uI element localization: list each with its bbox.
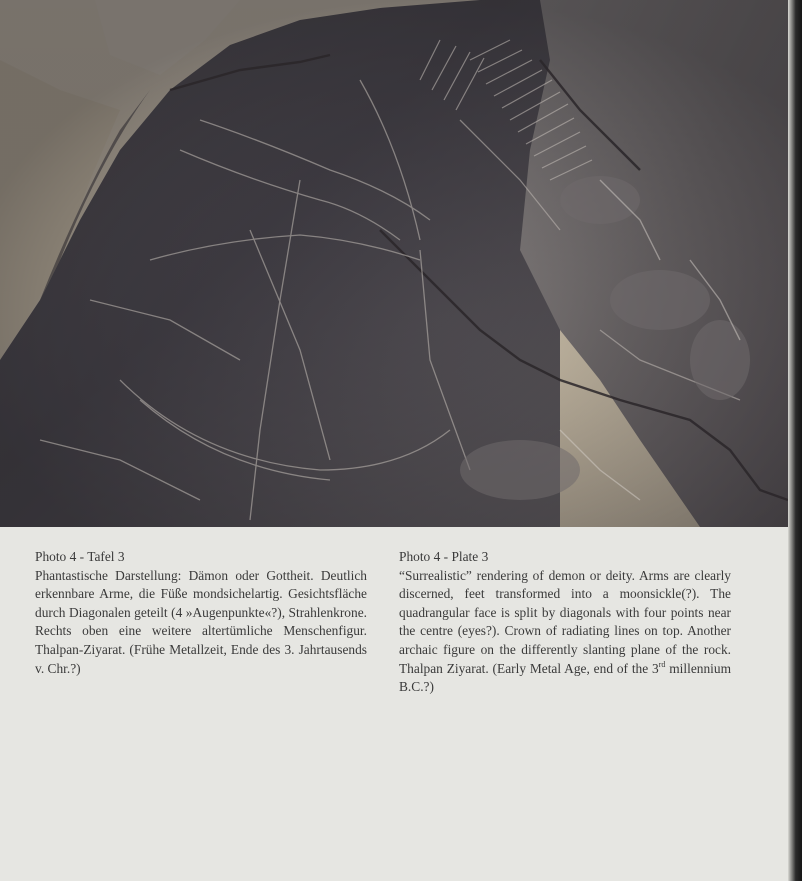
caption-english-body-text: “Surrealistic” rendering of demon or deity. Arms are clearly discerned, feet transformed into a moonsickle(?). The quadrangular face is split by diagonals with four points near the centre (eyes?). Crown of radiating lines on top. Another archaic figure on the differently slanting plane of the rock. Thalpan Ziyarat. (Early Metal Age, end of the 3 <box>399 567 731 676</box>
caption-english-body <box>399 567 731 697</box>
caption-english-body-end: millennium B.C.?) <box>399 660 731 695</box>
ordinal-superscript: rd <box>658 659 666 669</box>
caption-english-heading: Photo 4 - Plate 3 <box>399 549 489 564</box>
caption-german-heading: Photo 4 - Tafel 3 <box>35 549 125 564</box>
caption-english <box>399 548 731 697</box>
page-binding-edge <box>788 0 802 881</box>
caption-german <box>35 548 367 678</box>
caption-german-body: Phantastische Darstellung: Dämon oder Gottheit. Deutlich erkennbare Arme, die Füße mondsichelartig. Gesichtsfläche durch Diagonalen geteilt (4 »Augenpunkte«?), Strahlenkrone. Rechts oben eine weitere altertümliche Menschenfigur. Thalpan-Ziyarat. (Frühe Metallzeit, Ende des 3. Jahrtausends v. Chr.?) <box>35 567 367 676</box>
